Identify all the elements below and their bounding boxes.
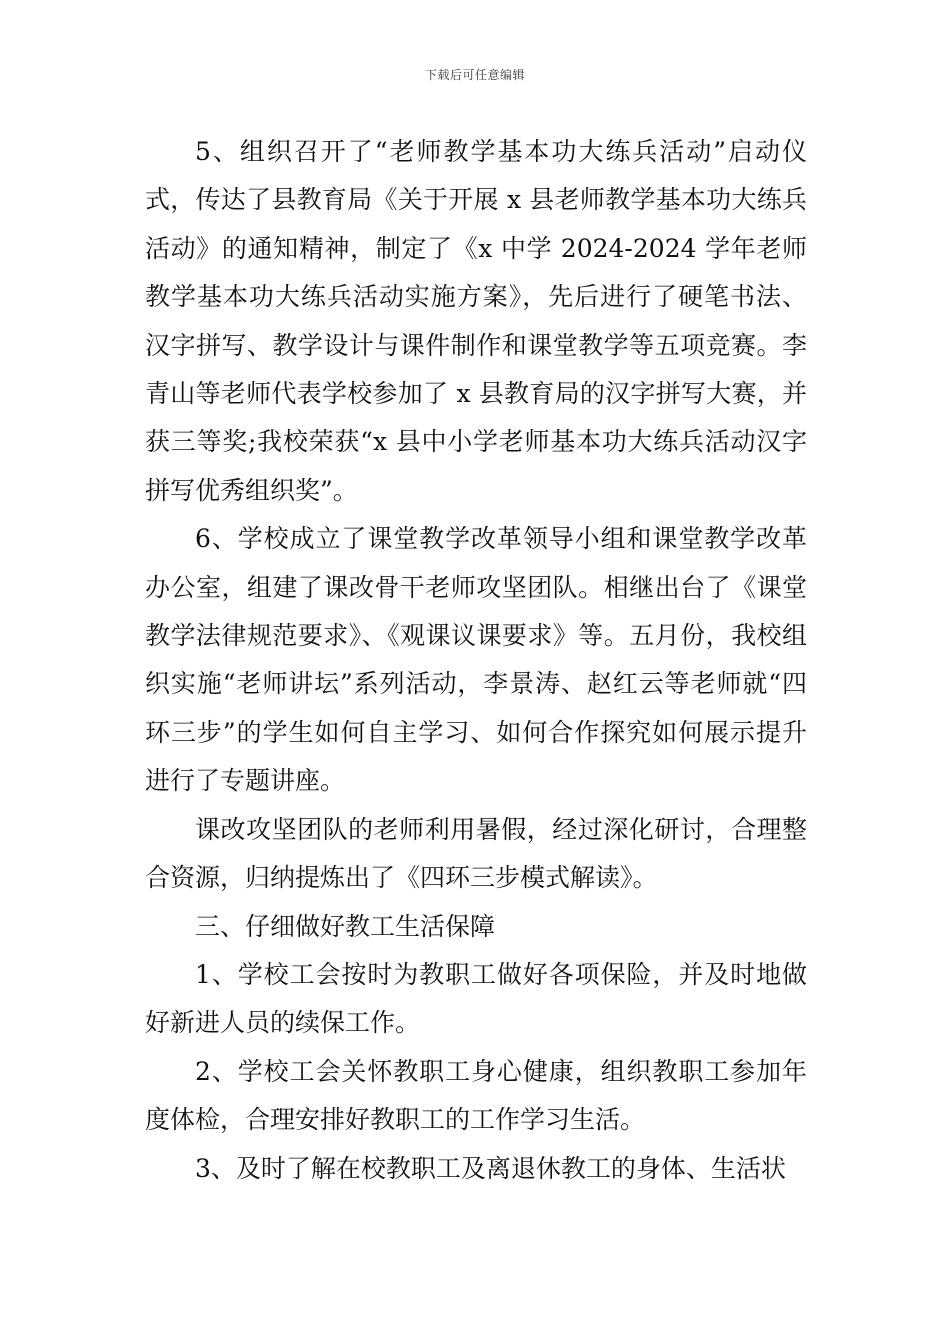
paragraph-item-3: 3、及时了解在校教职工及离退休教工的身体、生活状 bbox=[195, 1153, 786, 1183]
document-body bbox=[145, 128, 807, 1193]
paragraph-item-2: 2、学校工会关怀教职工身心健康，组织教职工参加年度体检，合理安排好教职工的工作学习生活。 bbox=[145, 1056, 807, 1135]
paragraph-item-1: 1、学校工会按时为教职工做好各项保险，并及时地做好新进人员的续保工作。 bbox=[145, 959, 807, 1038]
page-header: 下载后可任意编辑 bbox=[424, 68, 525, 82]
section-heading: 三、仔细做好教工生活保障 bbox=[195, 911, 496, 941]
paragraph-item-5: 5、组织召开了“老师教学基本功大练兵活动”启动仪式，传达了县教育局《关于开展 x 县老师教学基本功大练兵活动》的通知精神，制定了《x 中学 2024-2024 学年老师教学基本功大练兵活动实施方案》，先后进行了硬笔书法、汉字拼写、教学设计与课件制作和课堂教学等五项竞赛。李青山等老师代表学校参加了 x 县教育局的汉字拼写大赛，并获三等奖;我校荣获“x 县中小学老师基本功大练兵活动汉字拼写优秀组织奖”。 bbox=[145, 137, 807, 505]
paragraph-curriculum-reform: 课改攻坚团队的老师利用暑假，经过深化研讨，合理整合资源，归纳提炼出了《四环三步模式解读》。 bbox=[145, 814, 807, 893]
paragraph-item-6: 6、学校成立了课堂教学改革领导小组和课堂教学改革办公室，组建了课改骨干老师攻坚团队。相继出台了《课堂教学法律规范要求》、《观课议课要求》等。五月份，我校组织实施“老师讲坛”系列活动，李景涛、赵红云等老师就“四环三步”的学生如何自主学习、如何合作探究如何展示提升进行了专题讲座。 bbox=[145, 524, 807, 796]
